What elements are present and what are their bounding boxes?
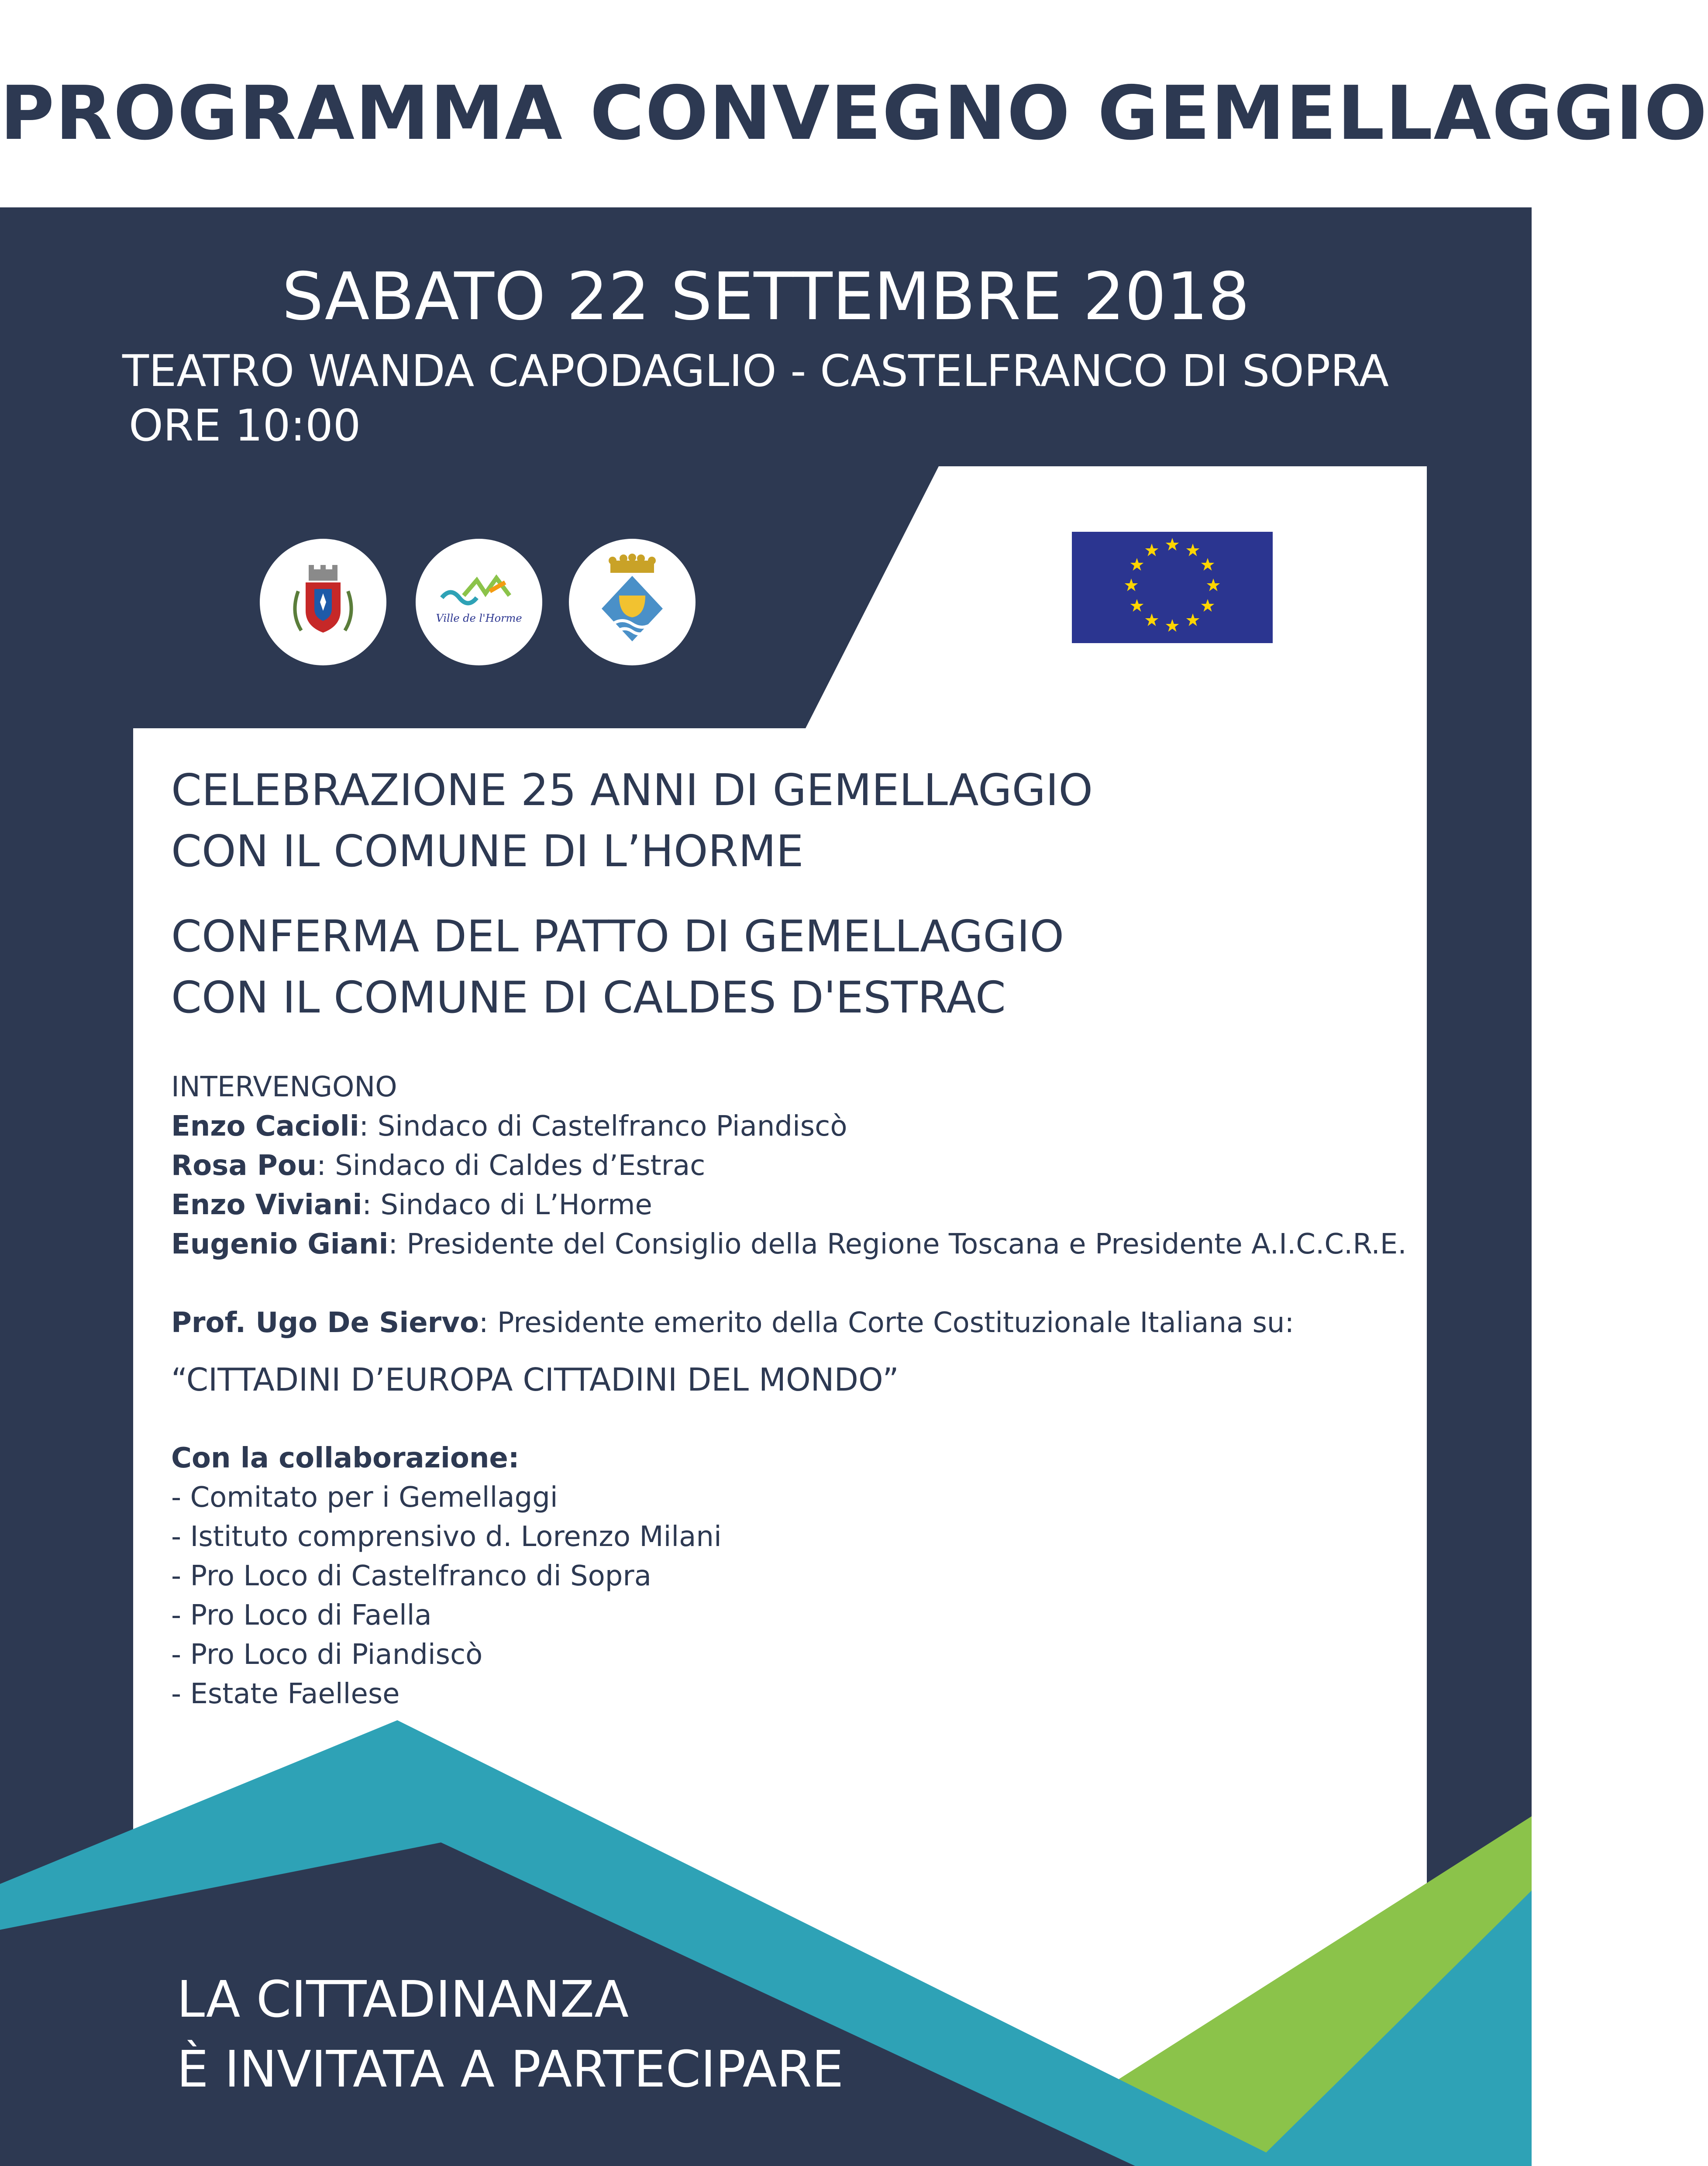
invitation-footer [177,1965,844,2104]
speaker-role: : Presidente del Consiglio della Regione Toscana e Presidente A.I.C.C.R.E. [388,1228,1407,1260]
event-time: ORE 10:00 [129,400,361,451]
speaker-line [171,1107,1394,1146]
program-content [171,760,1407,1714]
heading-pact-line2: CON IL COMUNE DI CALDES D'ESTRAC [171,972,1006,1023]
invitation-line1: LA CITTADINANZA [177,1970,629,2029]
speaker-role: : Sindaco di Caldes d’Estrac [317,1150,706,1182]
invitation-line2: È INVITATA A PARTECIPARE [177,2040,844,2099]
collaboration-title: Con la collaborazione: [171,1442,520,1474]
lhorme-logo-label: Ville de l'Horme [436,612,522,624]
collaborator-item: - Estate Faellese [171,1678,400,1710]
speaker-name: Rosa Pou [171,1150,317,1182]
keynote-quote: “CITTADINI D’EUROPA CITTADINI DEL MONDO” [171,1361,899,1398]
collaborator-item: - Pro Loco di Faella [171,1599,432,1632]
lhorme-logo-icon [416,539,542,665]
speaker-line [171,1146,1394,1185]
coat-of-arms-icon [260,539,386,665]
castelfranco-coat-of-arms-logo [260,539,386,665]
caldes-crest-icon [569,539,696,665]
speaker-role: : Sindaco di L’Horme [362,1189,652,1221]
page-title: PROGRAMMA CONVEGNO GEMELLAGGIO [0,70,1708,157]
caldes-destrac-coat-of-arms-logo [569,539,696,665]
heading-anniversary-line2: CON IL COMUNE DI L’HORME [171,826,804,877]
speaker-name: Enzo Cacioli [171,1110,359,1143]
event-date: SABATO 22 SETTEMBRE 2018 [282,259,1250,335]
speaker-name: Eugenio Giani [171,1228,389,1260]
speaker-line [171,1185,1394,1225]
speaker-name: Enzo Viviani [171,1189,362,1221]
heading-anniversary-line1: CELEBRAZIONE 25 ANNI DI GEMELLAGGIO [171,764,1093,816]
keynote-role: : Presidente emerito della Corte Costituzionale Italiana su: [479,1307,1295,1339]
collaborator-item: - Pro Loco di Piandiscò [171,1639,483,1671]
keynote-line [171,1303,1394,1343]
collaborator-item: - Istituto comprensivo d. Lorenzo Milani [171,1521,722,1553]
interventions-title: INTERVENGONO [171,1071,397,1103]
ville-de-lhorme-logo [416,539,542,665]
collaborator-item: - Comitato per i Gemellaggi [171,1481,558,1514]
event-venue: TEATRO WANDA CAPODAGLIO - CASTELFRANCO DI SOPRA [122,345,1389,396]
speaker-line [171,1225,1407,1264]
speaker-role: : Sindaco di Castelfranco Piandiscò [359,1110,847,1143]
keynote-name: Prof. Ugo De Siervo [171,1307,479,1339]
eu-flag-icon [1072,532,1273,643]
heading-pact-line1: CONFERMA DEL PATTO DI GEMELLAGGIO [171,911,1064,962]
collaborator-item: - Pro Loco di Castelfranco di Sopra [171,1560,651,1592]
